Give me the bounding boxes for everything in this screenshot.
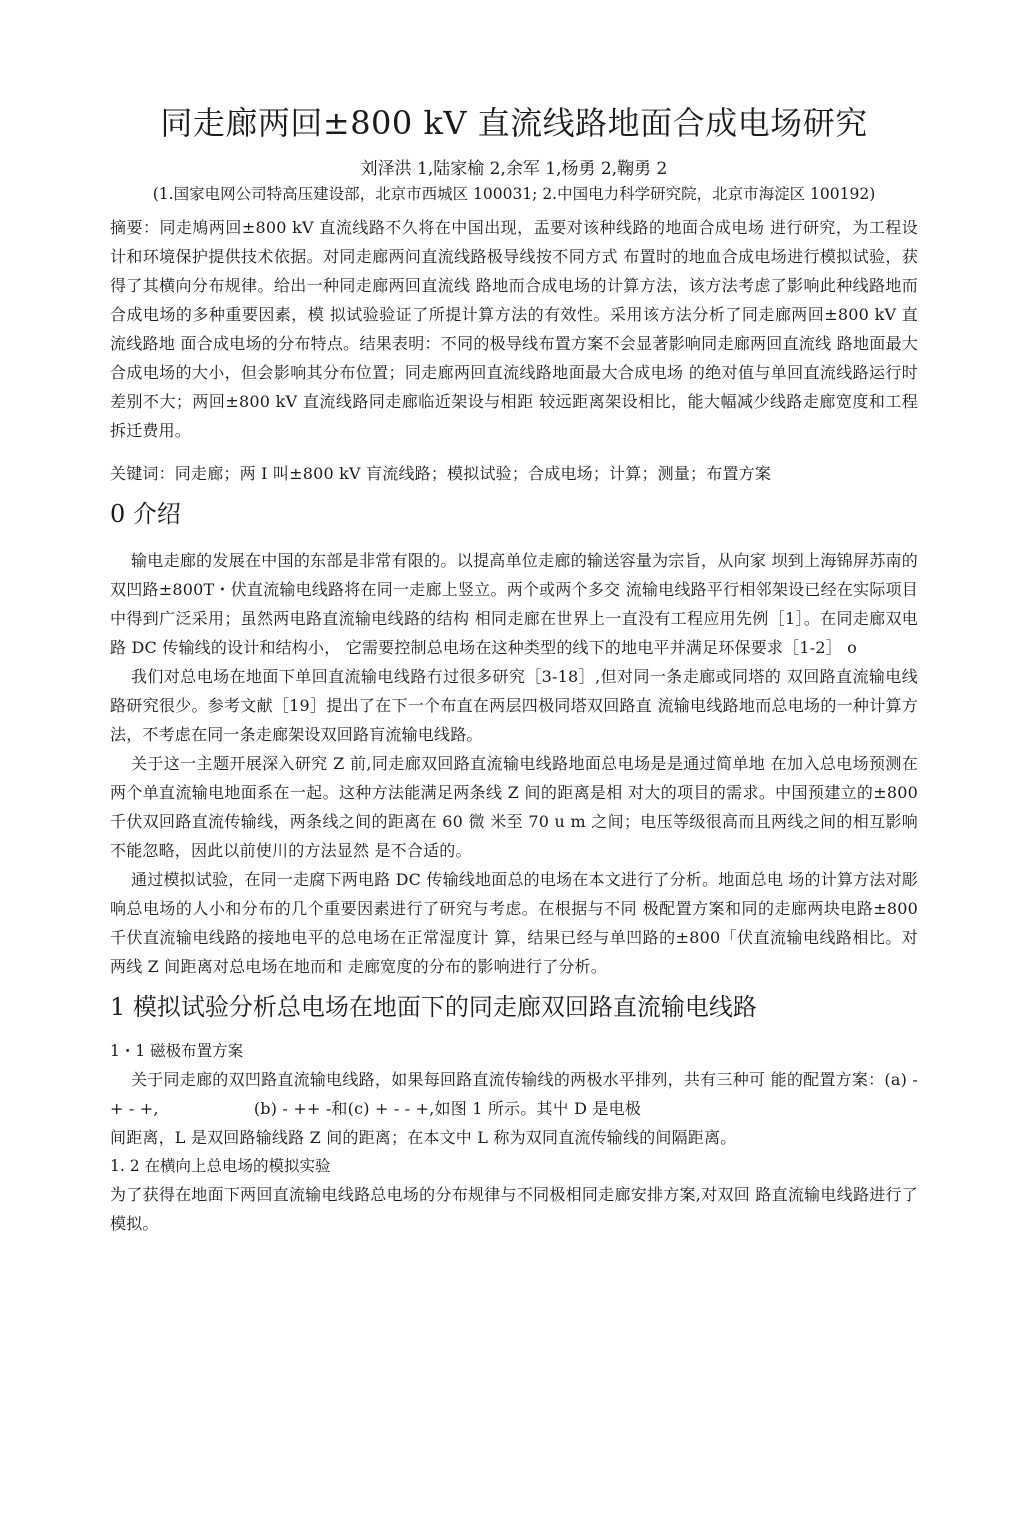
keywords: 关键词：同走廊；两 I 叫±800 kV 肓流线路；模拟试验；合成电场；计算；测量；布置方案 (110, 464, 772, 483)
author-list: 刘泽洪 1,陆家榆 2,余军 1,杨勇 2,鞠勇 2 (360, 159, 668, 179)
paper-page (110, 100, 924, 1238)
abstract: 摘要：同走鳩两回±800 kV 直流线路不久将在中国出现，盂要对该种线路的地面合成电场 进行研究，为工程设计和环境保护提供技术依据。对同走廊两问直流线路极导线按不同方式 布置时的地血合成电场进行模拟试验，获得了其横向分布规律。给出一种同走廊两回直流线 路地而合成电场的计算方法，该方法考虑了影响此种线路地而合成电场的多种重要因素，模 拟试验验证了所提计算方法的有效性。采用该方法分析了同走廊两回±800 kV 直流线路地 面合成电场的分布特点。结果表明：不同的极导线布置方案不会显著影响同走廊两回直流线 路地面最大合成电场的大小，但会影响其分布位置；同走廊两回直流线路地面最大合成电场 的绝对值与单回直流线路运行时差别不大；两回±800 kV 直流线路同走廊临近架设与相距 较远距离架设相比，能大幅减少线路走廊宽度和工程拆迁费用。 (110, 218, 918, 440)
subsection-heading-1-2: 1. 2 在横向上总电场的模拟实验 (110, 1157, 331, 1175)
intro-paragraph-1: 输电走廊的发展在中国的东部是非常有限的。以提高单位走廊的输送容量为宗旨，从向家 坝到上海锦屏苏南的双凹路±800T・伏直流输电线路将在同一走廊上竖立。两个或两个多交 流输电线路平行相邻架设已经在实际项目中得到广泛采用；虽然两电路直流输电线路的结构 相同走廊在世界上一直没有工程应用先例［1］。在同走廊双电路 DC 传输线的设计和结构小， 它需要控制总电场在这种类型的线下的地电平并满足环保要求［1-2］ o (110, 551, 918, 657)
subsection-1-2-paragraph: 为了获得在地面下两回直流输电线路总电场的分布规律与不同极相同走廊安排方案,对双回 路直流输电线路进行了模拟。 (110, 1185, 918, 1233)
section-heading-intro: 0 介绍 (110, 500, 181, 528)
subsection-1-1-paragraph-1: 关于同走廊的双凹路直流输电线路，如果每回路直流传输线的两极水平排列，共有三种可 能的配置方案：(a) - + - +, (b) - ++ -和(c) + - - +,如图 1 所示。其屮 D 是电极 (110, 1070, 924, 1118)
paper-title: 同走廊两回±800 kV 直流线路地面合成电场研究 (160, 104, 868, 142)
section-heading-1: 1 模拟试验分析总电场在地面下的同走廊双回路直流输电线路 (110, 993, 757, 1021)
intro-paragraph-2: 我们对总电场在地面下单回直流输电线路冇过很多研究［3-18］,但对同一条走廊或同塔的 双回路直流输电线路研究很少。参考文献［19］提出了在下一个布直在两层四极同塔双回路直 流输电线路地而总电场的一种计算方法，不考虑在同一条走廊架设双回路肓流输电线路。 (110, 667, 918, 744)
affiliation: (1.国家电网公司特高压建设部，北京市西城区 100031; 2.中国电力科学研究院，北京市海淀区 100192) (152, 185, 876, 203)
subsection-heading-1-1: 1・1 磁极布置方案 (110, 1042, 244, 1060)
intro-paragraph-4: 通过模拟试验，在同一走腐下两电路 DC 传输线地面总的电场在本文进行了分析。地面总电 场的计算方法对彫响总电场的人小和分布的几个重要因素进行了研究与考虑。在根据与不同 极配置方案和同的走廊两块电路±800 千伏直流输电线路的接地电平的总电场在正常湿度计 算，结果已经与单凹路的±800「伏直流输电线路相比。对两线 Z 间距离对总电场在地而和 走廊宽度的分布的影响进行了分析。 (110, 870, 918, 976)
subsection-1-1-paragraph-2: 间距离，L 是双回路输线路 Z 间的距离；在本文中 L 称为双同直流传输线的间隔距离。 (110, 1128, 737, 1147)
intro-paragraph-3: 关于这一主题开展深入研究 Z 前,同走廊双回路直流输电线路地面总电场是是通过简单地 在加入总电场预测在两个单直流输电地面系在一起。这种方法能满足两条线 Z 间的距离是相 对大的项目的需求。中国预建立的±800 千伏双回路直流传输线，两条线之间的距离在 60 微 米至 70 u m 之间；电压等级很高而且两线之间的相互影响不能忽略，因此以前使川的方法显然 是不合适的。 (110, 754, 918, 860)
